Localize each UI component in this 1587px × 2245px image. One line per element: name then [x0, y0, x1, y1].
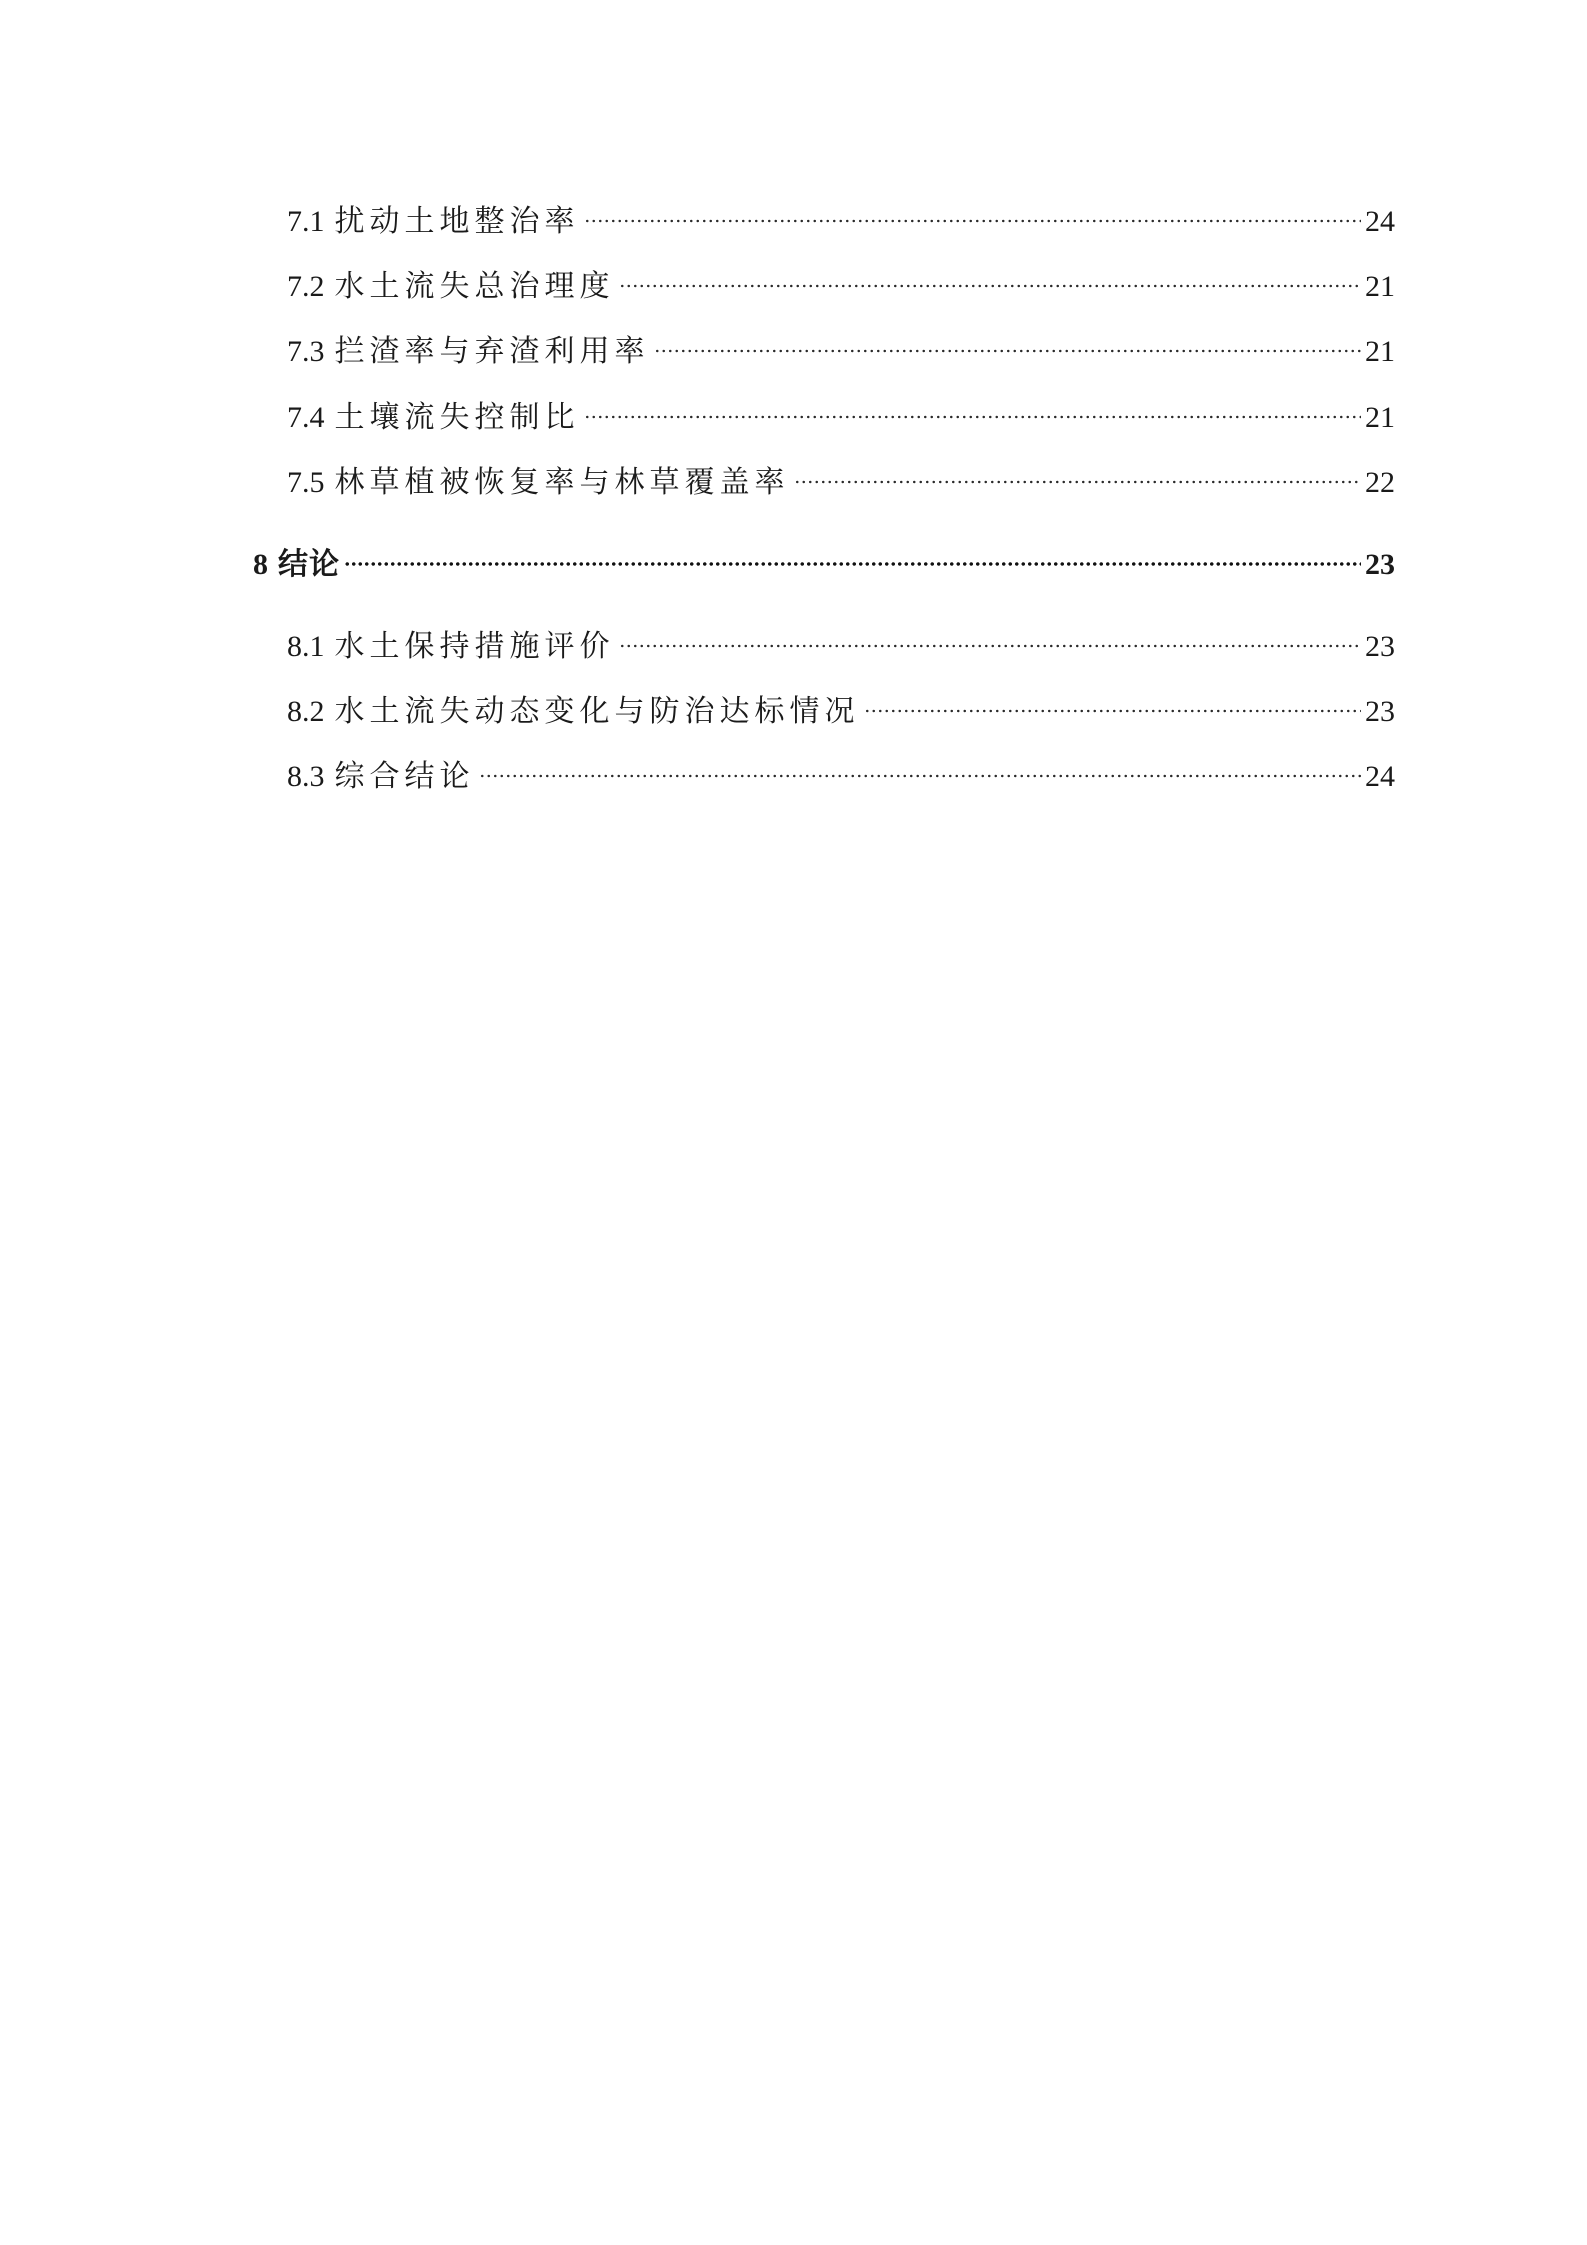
toc-entry-page: 24 [1365, 760, 1395, 793]
toc-entry-title: 扰动土地整治率 [334, 204, 580, 239]
toc-chapter-title: 结论 [278, 547, 340, 582]
toc-dot-leader [654, 349, 1362, 353]
toc-entry-8-2[interactable] [287, 690, 1395, 734]
toc-entry-title: 水土流失动态变化与防治达标情况 [334, 694, 860, 729]
toc-entry-title: 拦渣率与弃渣利用率 [334, 334, 650, 369]
toc-entry-title: 综合结论 [334, 759, 475, 794]
toc-dot-leader [584, 219, 1362, 223]
toc-entry-title: 水土流失总治理度 [334, 269, 615, 304]
toc-entry-title: 林草植被恢复率与林草覆盖率 [334, 465, 790, 500]
toc-entry-page: 24 [1365, 205, 1395, 238]
toc-dot-leader [619, 284, 1362, 288]
toc-entry-7-1[interactable] [287, 200, 1395, 244]
toc-entry-number: 7.2 [287, 270, 325, 303]
toc-entry-8-1[interactable] [287, 625, 1395, 669]
toc-dot-leader [794, 480, 1362, 484]
toc-entry-7-5[interactable] [287, 461, 1395, 505]
toc-entry-7-2[interactable] [287, 265, 1395, 309]
toc-entry-7-3[interactable] [287, 330, 1395, 374]
toc-dot-leader [344, 562, 1361, 566]
toc-entry-page: 23 [1365, 630, 1395, 663]
toc-dot-leader [619, 644, 1362, 648]
toc-entry-page: 21 [1365, 270, 1395, 303]
toc-chapter-number: 8 [253, 548, 268, 581]
toc-entry-number: 8.3 [287, 760, 325, 793]
toc-chapter-8[interactable] [253, 543, 1395, 587]
toc-entry-page: 21 [1365, 335, 1395, 368]
toc-dot-leader [584, 415, 1362, 419]
toc-entry-number: 7.5 [287, 466, 325, 499]
toc-entry-number: 8.1 [287, 630, 325, 663]
toc-dot-leader [479, 774, 1362, 778]
toc-entry-number: 7.3 [287, 335, 325, 368]
toc-entry-number: 7.1 [287, 205, 325, 238]
toc-chapter-page: 23 [1365, 548, 1395, 581]
toc-entry-number: 7.4 [287, 401, 325, 434]
toc-entry-7-4[interactable] [287, 396, 1395, 440]
toc-dot-leader [864, 709, 1362, 713]
toc-entry-title: 水土保持措施评价 [334, 629, 615, 664]
toc-entry-number: 8.2 [287, 695, 325, 728]
toc-entry-title: 土壤流失控制比 [334, 400, 580, 435]
toc-entry-page: 21 [1365, 401, 1395, 434]
toc-entry-8-3[interactable] [287, 755, 1395, 799]
toc-entry-page: 22 [1365, 466, 1395, 499]
toc-entry-page: 23 [1365, 695, 1395, 728]
